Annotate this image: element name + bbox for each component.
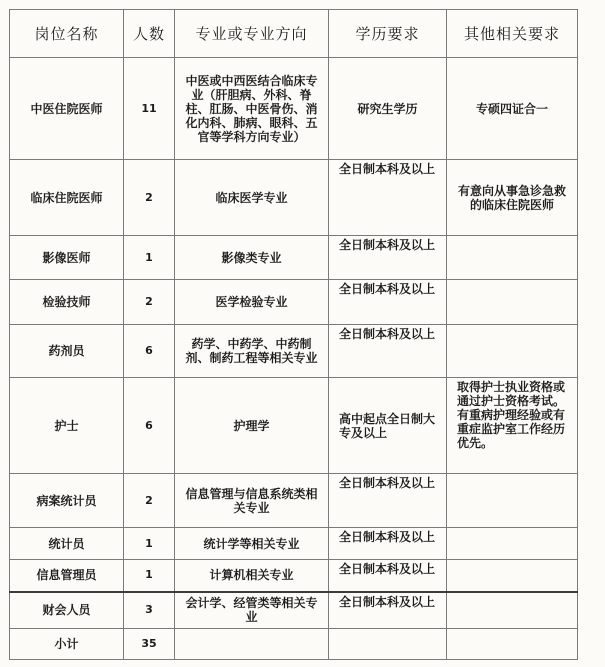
cell-other <box>447 528 578 560</box>
header-row <box>10 10 578 58</box>
cell-position: 检验技师 <box>10 280 124 325</box>
table-row <box>10 160 578 236</box>
table-row <box>10 280 578 325</box>
table-row <box>10 474 578 528</box>
cell-count: 1 <box>124 236 175 280</box>
empty-cell <box>175 629 329 660</box>
cell-other: 有意向从事急诊急救的临床住院医师 <box>447 160 578 236</box>
cell-education: 全日制本科及以上 <box>329 592 447 629</box>
table-row <box>10 378 578 474</box>
cell-education: 全日制本科及以上 <box>329 280 447 325</box>
cell-position: 病案统计员 <box>10 474 124 528</box>
cell-other <box>447 474 578 528</box>
cell-other <box>447 236 578 280</box>
cell-major: 中医或中西医结合临床专业（肝胆病、外科、脊柱、肛肠、中医骨伤、消化内科、肺病、眼科、五官等学科方向专业） <box>175 58 329 160</box>
cell-major: 计算机相关专业 <box>175 560 329 592</box>
cell-major: 会计学、经管类等相关专业 <box>175 592 329 629</box>
cell-count: 3 <box>124 592 175 629</box>
cell-other <box>447 592 578 629</box>
cell-position: 信息管理员 <box>10 560 124 592</box>
header-position: 岗位名称 <box>10 10 124 58</box>
cell-position: 统计员 <box>10 528 124 560</box>
table-row <box>10 560 578 592</box>
cell-count: 6 <box>124 325 175 378</box>
cell-education: 研究生学历 <box>329 58 447 160</box>
table-row <box>10 236 578 280</box>
cell-count: 1 <box>124 560 175 592</box>
cell-education: 全日制本科及以上 <box>329 325 447 378</box>
cell-position: 财会人员 <box>10 592 124 629</box>
cell-major: 医学检验专业 <box>175 280 329 325</box>
cell-major: 临床医学专业 <box>175 160 329 236</box>
cell-education: 全日制本科及以上 <box>329 560 447 592</box>
recruitment-table <box>9 9 578 660</box>
cell-position: 护士 <box>10 378 124 474</box>
cell-count: 2 <box>124 280 175 325</box>
cell-major: 药学、中药学、中药制剂、制药工程等相关专业 <box>175 325 329 378</box>
cell-major: 信息管理与信息系统类相关专业 <box>175 474 329 528</box>
cell-other <box>447 560 578 592</box>
cell-other <box>447 280 578 325</box>
empty-cell <box>447 629 578 660</box>
header-education: 学历要求 <box>329 10 447 58</box>
cell-count: 1 <box>124 528 175 560</box>
table-row <box>10 58 578 160</box>
header-major: 专业或专业方向 <box>175 10 329 58</box>
table-row <box>10 528 578 560</box>
cell-count: 6 <box>124 378 175 474</box>
cell-position: 影像医师 <box>10 236 124 280</box>
cell-position: 药剂员 <box>10 325 124 378</box>
cell-other: 专硕四证合一 <box>447 58 578 160</box>
cell-count: 2 <box>124 160 175 236</box>
cell-major: 护理学 <box>175 378 329 474</box>
cell-education: 高中起点全日制大专及以上 <box>329 378 447 474</box>
cell-education: 全日制本科及以上 <box>329 474 447 528</box>
subtotal-label: 小计 <box>10 629 124 660</box>
cell-education: 全日制本科及以上 <box>329 528 447 560</box>
header-other: 其他相关要求 <box>447 10 578 58</box>
cell-major: 影像类专业 <box>175 236 329 280</box>
cell-education: 全日制本科及以上 <box>329 236 447 280</box>
cell-major: 统计学等相关专业 <box>175 528 329 560</box>
subtotal-row <box>10 629 578 660</box>
cell-other: 取得护士执业资格或通过护士资格考试。有重病护理经验或有重症监护室工作经历优先。 <box>447 378 578 474</box>
cell-position: 临床住院医师 <box>10 160 124 236</box>
subtotal-count: 35 <box>124 629 175 660</box>
cell-education: 全日制本科及以上 <box>329 160 447 236</box>
header-count: 人数 <box>124 10 175 58</box>
cell-position: 中医住院医师 <box>10 58 124 160</box>
cell-other <box>447 325 578 378</box>
table-row <box>10 325 578 378</box>
cell-count: 11 <box>124 58 175 160</box>
empty-cell <box>329 629 447 660</box>
table-row <box>10 592 578 629</box>
cell-count: 2 <box>124 474 175 528</box>
